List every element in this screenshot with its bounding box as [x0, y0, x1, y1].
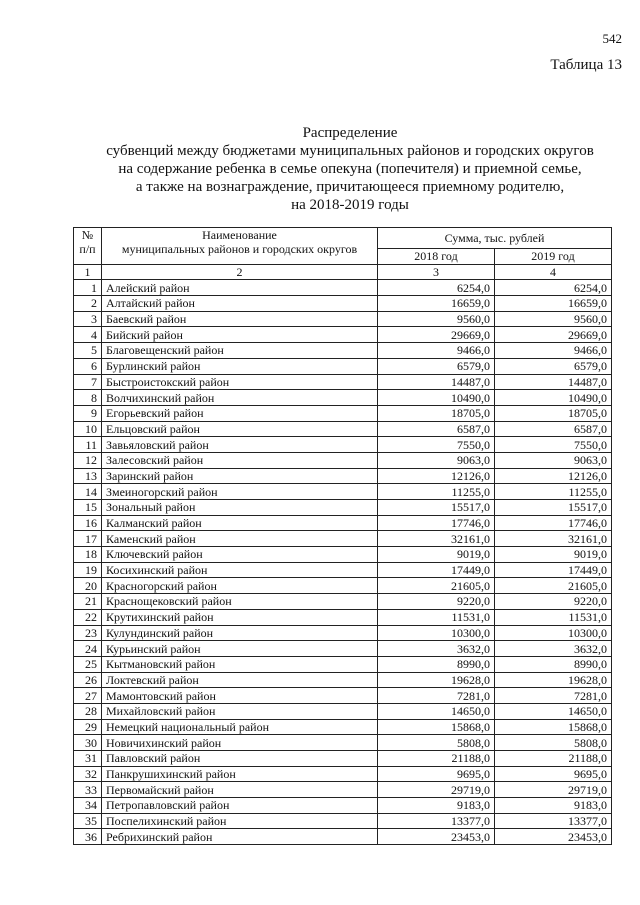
amount-2018: 7281,0	[378, 688, 495, 704]
amount-2018: 9183,0	[378, 798, 495, 814]
row-number: 36	[74, 829, 102, 845]
subventions-table	[73, 227, 612, 845]
amount-2018: 9063,0	[378, 452, 495, 468]
table-body	[74, 280, 612, 845]
district-name: Кулундинский район	[102, 625, 378, 641]
row-number: 27	[74, 688, 102, 704]
document-title	[70, 124, 630, 214]
table-row	[74, 296, 612, 312]
table-row	[74, 374, 612, 390]
row-number: 17	[74, 531, 102, 547]
col-index-3: 3	[378, 264, 495, 280]
row-number: 18	[74, 547, 102, 563]
row-number: 7	[74, 374, 102, 390]
row-number: 23	[74, 625, 102, 641]
row-number: 25	[74, 656, 102, 672]
amount-2019: 23453,0	[495, 829, 612, 845]
amount-2019: 9220,0	[495, 594, 612, 610]
amount-2018: 9466,0	[378, 343, 495, 359]
district-name: Заринский район	[102, 468, 378, 484]
table-row	[74, 390, 612, 406]
amount-2018: 12126,0	[378, 468, 495, 484]
row-number: 8	[74, 390, 102, 406]
amount-2018: 32161,0	[378, 531, 495, 547]
table-row	[74, 421, 612, 437]
amount-2019: 17746,0	[495, 515, 612, 531]
amount-2019: 21605,0	[495, 578, 612, 594]
amount-2018: 21605,0	[378, 578, 495, 594]
table-row	[74, 562, 612, 578]
row-number: 19	[74, 562, 102, 578]
amount-2019: 9019,0	[495, 547, 612, 563]
district-name: Косихинский район	[102, 562, 378, 578]
district-name: Локтевский район	[102, 672, 378, 688]
district-name: Кытмановский район	[102, 656, 378, 672]
district-name: Благовещенский район	[102, 343, 378, 359]
row-number: 31	[74, 751, 102, 767]
title-line: субвенций между бюджетами муниципальных районов и городских округов	[106, 143, 594, 159]
district-name: Павловский район	[102, 751, 378, 767]
amount-2018: 16659,0	[378, 296, 495, 312]
district-name: Алтайский район	[102, 296, 378, 312]
row-number: 29	[74, 719, 102, 735]
row-number: 9	[74, 405, 102, 421]
page-number: 542	[602, 31, 622, 46]
table-row	[74, 311, 612, 327]
table-row	[74, 515, 612, 531]
row-number: 21	[74, 594, 102, 610]
amount-2019: 9183,0	[495, 798, 612, 814]
amount-2019: 11531,0	[495, 609, 612, 625]
amount-2019: 14487,0	[495, 374, 612, 390]
col-index-4: 4	[495, 264, 612, 280]
district-name: Волчихинский район	[102, 390, 378, 406]
row-number: 35	[74, 813, 102, 829]
amount-2019: 6579,0	[495, 358, 612, 374]
district-name: Ребрихинский район	[102, 829, 378, 845]
table-row	[74, 656, 612, 672]
row-number: 11	[74, 437, 102, 453]
district-name: Ельцовский район	[102, 421, 378, 437]
table-row	[74, 829, 612, 845]
district-name: Калманский район	[102, 515, 378, 531]
row-number: 15	[74, 500, 102, 516]
amount-2019: 21188,0	[495, 751, 612, 767]
row-number: 28	[74, 703, 102, 719]
table-row	[74, 280, 612, 296]
district-name: Алейский район	[102, 280, 378, 296]
amount-2019: 9063,0	[495, 452, 612, 468]
row-number: 10	[74, 421, 102, 437]
table-row	[74, 751, 612, 767]
row-number: 20	[74, 578, 102, 594]
row-number: 2	[74, 296, 102, 312]
title-line: а также на вознаграждение, причитающееся приемному родителю,	[135, 179, 565, 195]
table-row	[74, 688, 612, 704]
table-row	[74, 531, 612, 547]
amount-2018: 19628,0	[378, 672, 495, 688]
amount-2018: 11531,0	[378, 609, 495, 625]
amount-2018: 9560,0	[378, 311, 495, 327]
amount-2018: 6587,0	[378, 421, 495, 437]
row-number: 22	[74, 609, 102, 625]
amount-2019: 5808,0	[495, 735, 612, 751]
district-name: Ключевский район	[102, 547, 378, 563]
table-row	[74, 625, 612, 641]
header-num	[74, 228, 102, 265]
amount-2019: 15517,0	[495, 500, 612, 516]
table-row	[74, 782, 612, 798]
amount-2019: 3632,0	[495, 641, 612, 657]
table-row	[74, 405, 612, 421]
amount-2018: 14650,0	[378, 703, 495, 719]
amount-2018: 11255,0	[378, 484, 495, 500]
header-sum: Сумма, тыс. рублей	[378, 228, 612, 249]
district-name: Мамонтовский район	[102, 688, 378, 704]
amount-2019: 9695,0	[495, 766, 612, 782]
district-name: Каменский район	[102, 531, 378, 547]
amount-2019: 14650,0	[495, 703, 612, 719]
amount-2018: 18705,0	[378, 405, 495, 421]
amount-2019: 10490,0	[495, 390, 612, 406]
table-row	[74, 468, 612, 484]
row-number: 3	[74, 311, 102, 327]
amount-2019: 9466,0	[495, 343, 612, 359]
table-row	[74, 735, 612, 751]
amount-2018: 29669,0	[378, 327, 495, 343]
amount-2018: 14487,0	[378, 374, 495, 390]
table-row	[74, 500, 612, 516]
row-number: 16	[74, 515, 102, 531]
district-name: Быстроистокский район	[102, 374, 378, 390]
amount-2018: 5808,0	[378, 735, 495, 751]
row-number: 24	[74, 641, 102, 657]
table-row	[74, 703, 612, 719]
district-name: Петропавловский район	[102, 798, 378, 814]
header-year-2018: 2018 год	[378, 249, 495, 265]
row-number: 4	[74, 327, 102, 343]
row-number: 33	[74, 782, 102, 798]
amount-2019: 19628,0	[495, 672, 612, 688]
amount-2019: 32161,0	[495, 531, 612, 547]
amount-2018: 21188,0	[378, 751, 495, 767]
amount-2018: 29719,0	[378, 782, 495, 798]
table-row	[74, 547, 612, 563]
amount-2019: 9560,0	[495, 311, 612, 327]
table-row	[74, 343, 612, 359]
amount-2019: 8990,0	[495, 656, 612, 672]
amount-2018: 7550,0	[378, 437, 495, 453]
row-number: 13	[74, 468, 102, 484]
amount-2019: 12126,0	[495, 468, 612, 484]
col-index-2: 2	[102, 264, 378, 280]
district-name: Бурлинский район	[102, 358, 378, 374]
amount-2018: 8990,0	[378, 656, 495, 672]
row-number: 14	[74, 484, 102, 500]
title-line: на содержание ребенка в семье опекуна (попечителя) и приемной семье,	[118, 161, 582, 177]
amount-2018: 9695,0	[378, 766, 495, 782]
district-name: Немецкий национальный район	[102, 719, 378, 735]
district-name: Крутихинский район	[102, 609, 378, 625]
amount-2019: 18705,0	[495, 405, 612, 421]
table-row	[74, 327, 612, 343]
amount-2018: 15868,0	[378, 719, 495, 735]
col-index-1: 1	[74, 264, 102, 280]
row-number: 1	[74, 280, 102, 296]
amount-2018: 6254,0	[378, 280, 495, 296]
amount-2018: 10300,0	[378, 625, 495, 641]
amount-2018: 10490,0	[378, 390, 495, 406]
row-number: 6	[74, 358, 102, 374]
district-name: Баевский район	[102, 311, 378, 327]
district-name: Егорьевский район	[102, 405, 378, 421]
header-num-line1: №	[81, 228, 94, 242]
amount-2019: 17449,0	[495, 562, 612, 578]
amount-2019: 29719,0	[495, 782, 612, 798]
amount-2018: 3632,0	[378, 641, 495, 657]
district-name: Михайловский район	[102, 703, 378, 719]
title-line: Распределение	[302, 125, 398, 141]
amount-2018: 9220,0	[378, 594, 495, 610]
district-name: Зональный район	[102, 500, 378, 516]
district-name: Залесовский район	[102, 452, 378, 468]
district-name: Завьяловский район	[102, 437, 378, 453]
header-name-line1: Наименование	[202, 228, 277, 242]
amount-2018: 23453,0	[378, 829, 495, 845]
district-name: Первомайский район	[102, 782, 378, 798]
amount-2019: 7281,0	[495, 688, 612, 704]
table-row	[74, 813, 612, 829]
amount-2018: 13377,0	[378, 813, 495, 829]
amount-2019: 11255,0	[495, 484, 612, 500]
table-row	[74, 578, 612, 594]
table-label: Таблица 13	[550, 57, 622, 73]
header-name	[102, 228, 378, 265]
table-row	[74, 641, 612, 657]
district-name: Красногорский район	[102, 578, 378, 594]
title-line: на 2018-2019 годы	[291, 197, 409, 213]
table-row	[74, 719, 612, 735]
row-number: 5	[74, 343, 102, 359]
district-name: Курьинский район	[102, 641, 378, 657]
row-number: 12	[74, 452, 102, 468]
row-number: 30	[74, 735, 102, 751]
header-year-2019: 2019 год	[495, 249, 612, 265]
district-name: Бийский район	[102, 327, 378, 343]
table-row	[74, 452, 612, 468]
amount-2019: 10300,0	[495, 625, 612, 641]
amount-2019: 7550,0	[495, 437, 612, 453]
table-row	[74, 594, 612, 610]
header-name-line2: муниципальных районов и городских округов	[121, 242, 358, 256]
row-number: 32	[74, 766, 102, 782]
table-row	[74, 798, 612, 814]
table-row	[74, 358, 612, 374]
amount-2018: 17746,0	[378, 515, 495, 531]
table-row	[74, 484, 612, 500]
amount-2019: 6254,0	[495, 280, 612, 296]
amount-2018: 6579,0	[378, 358, 495, 374]
table-row	[74, 609, 612, 625]
amount-2019: 13377,0	[495, 813, 612, 829]
amount-2018: 15517,0	[378, 500, 495, 516]
table-row	[74, 672, 612, 688]
amount-2019: 16659,0	[495, 296, 612, 312]
amount-2018: 9019,0	[378, 547, 495, 563]
amount-2019: 15868,0	[495, 719, 612, 735]
row-number: 26	[74, 672, 102, 688]
district-name: Поспелихинский район	[102, 813, 378, 829]
table-row	[74, 766, 612, 782]
district-name: Краснощековский район	[102, 594, 378, 610]
amount-2019: 29669,0	[495, 327, 612, 343]
amount-2018: 17449,0	[378, 562, 495, 578]
header-num-line2: п/п	[79, 242, 96, 256]
table-row	[74, 437, 612, 453]
district-name: Панкрушихинский район	[102, 766, 378, 782]
district-name: Новичихинский район	[102, 735, 378, 751]
district-name: Змеиногорский район	[102, 484, 378, 500]
amount-2019: 6587,0	[495, 421, 612, 437]
row-number: 34	[74, 798, 102, 814]
